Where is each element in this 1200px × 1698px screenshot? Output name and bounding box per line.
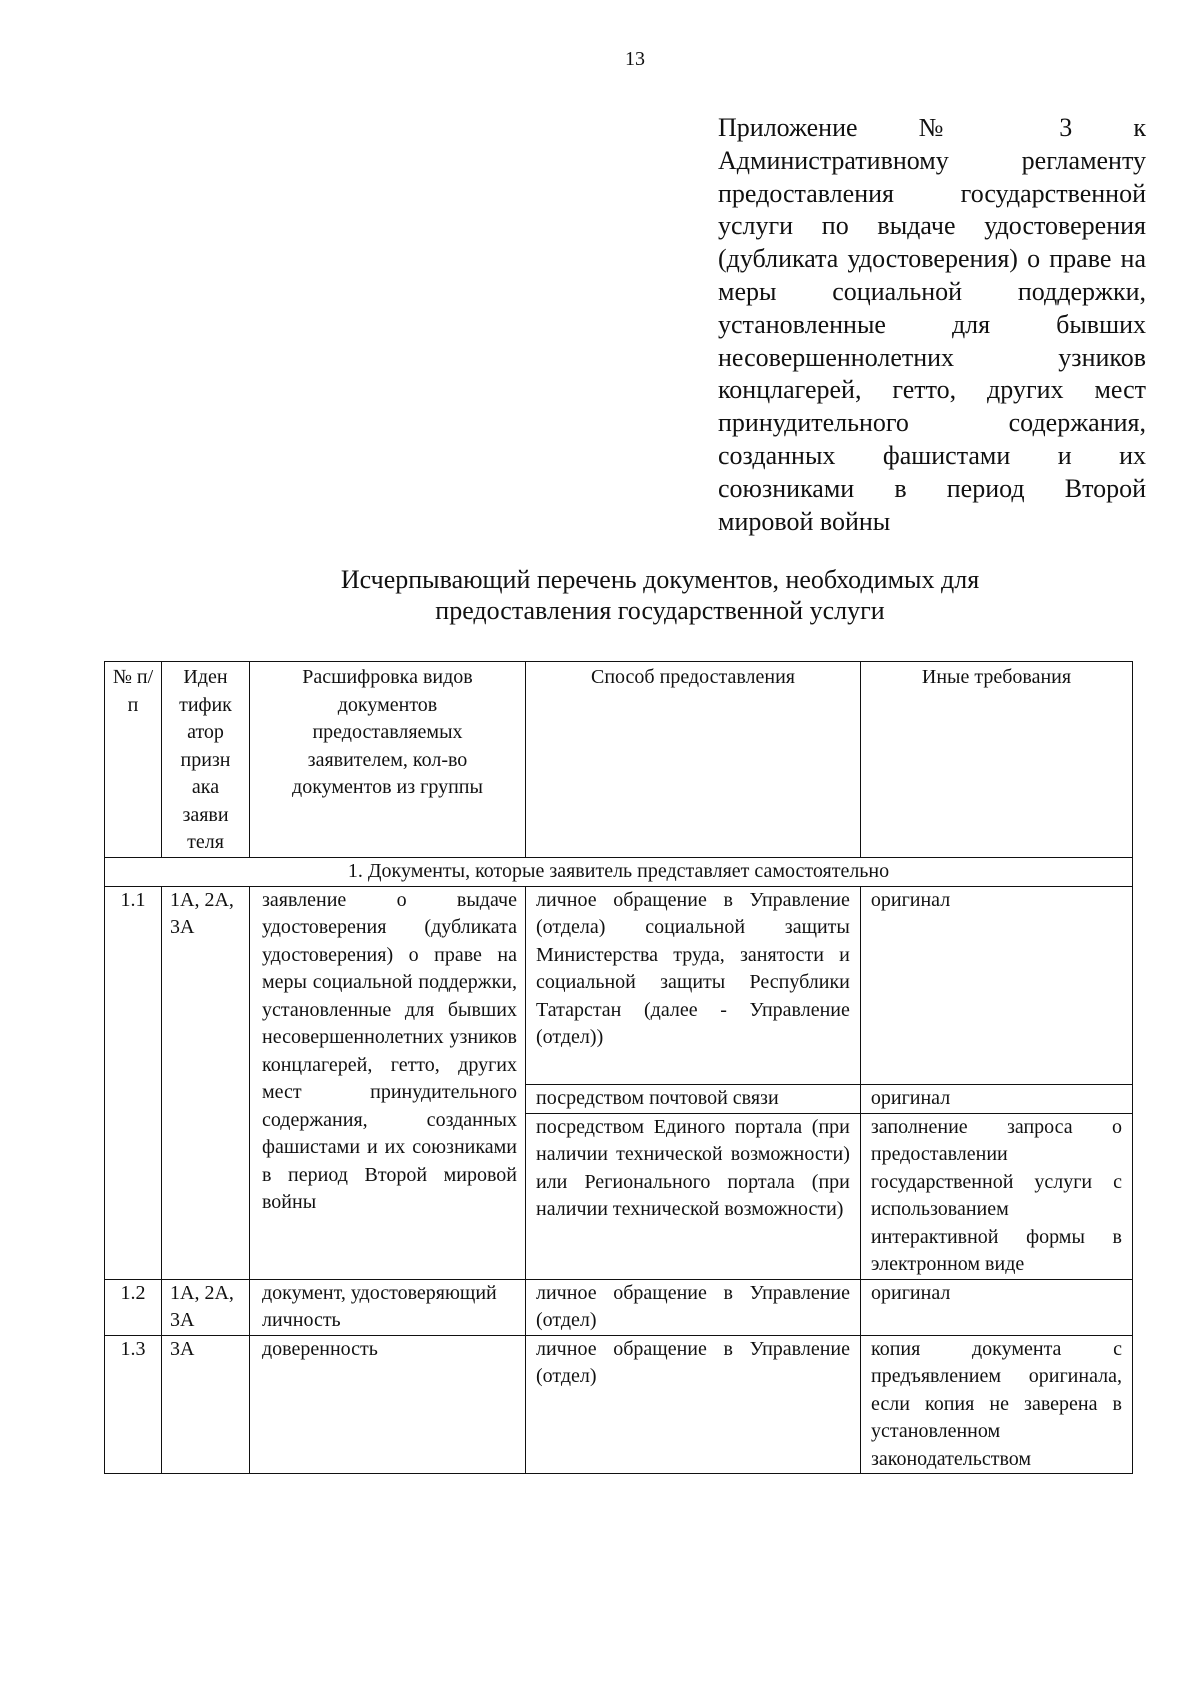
document-title [180,564,1140,626]
method-row [526,1113,1132,1279]
appendix-heading: Приложение № 3 к Административному регламенту предоставления государственной услуги по выдаче удостоверения (дубликата удостоверения) о праве на меры социальной поддержки, установленные для бывших несовершеннолетних узников концлагерей, гетто, других мест принудительного содержания, созданных фашистами и их союзниками в период Второй мировой войны [718,113,1146,536]
section-row [105,858,1133,887]
header-document-types: Расшифровка видов документов предоставляемых заявителем, кол-во документов из группы [250,662,526,858]
row-method: личное обращение в Управление (отдел) [526,1335,861,1474]
row-number: 1.1 [105,886,162,1279]
table-row [105,1279,1133,1335]
row-other-requirement: оригинал [861,1279,1133,1335]
documents-table [104,661,1133,1474]
other-requirement: оригинал [860,1085,1132,1114]
other-requirement: заполнение запроса о предоставлении государственной услуги с использованием интерактивной формы в электронном виде [870,1115,1122,1275]
section-title: 1. Документы, которые заявитель представляет самостоятельно [105,858,1133,887]
methods-subtable [526,887,1132,1279]
method-text: личное обращение в Управление (отдела) социальной защиты Министерства труда, занятости и социальной защиты Республики Татарстан (далее - Управление (отдел)) [526,887,860,1085]
row-methods [526,886,1133,1279]
method-text: посредством почтовой связи [526,1085,860,1114]
other-requirement: оригинал [860,887,1132,1085]
row-identifiers: 1А, 2А, 3А [162,1279,250,1335]
page-number: 13 [625,48,645,70]
row-method: личное обращение в Управление (отдел) [526,1279,861,1335]
header-other-requirements: Иные требования [861,662,1133,858]
method-row [526,1085,1132,1114]
row-document: доверенность [250,1335,526,1474]
header-identifier: Иден тифик атор призн ака заяви теля [162,662,250,858]
row-number: 1.2 [105,1279,162,1335]
table-row [105,1335,1133,1474]
row-number: 1.3 [105,1335,162,1474]
row-document: документ, удостоверяющий личность [250,1279,526,1335]
header-submission-method: Способ предоставления [526,662,861,858]
row-other-requirement: копия документа с предъявлением оригинала, если копия не заверена в установленном законодательством [861,1335,1133,1474]
row-document: заявление о выдаче удостоверения (дубликата удостоверения) о праве на меры социальной поддержки, установленные для бывших несовершеннолетних узников концлагерей, гетто, других мест принудительного содержания, созданных фашистами и их союзниками в период Второй мировой войны [250,886,526,1279]
table-row [105,886,1133,1279]
document-title-line-2: предоставления государственной услуги [435,596,885,625]
header-number: № п/п [105,662,162,858]
method-text: посредством Единого портала (при наличии технической возможности) или Регионального портала (при наличии технической возможности) [526,1113,860,1279]
method-row [526,887,1132,1085]
table-header-row [105,662,1133,858]
row-identifiers: 1А, 2А, 3А [162,886,250,1279]
document-title-line-1: Исчерпывающий перечень документов, необходимых для [340,565,980,594]
row-identifiers: 3А [162,1335,250,1474]
